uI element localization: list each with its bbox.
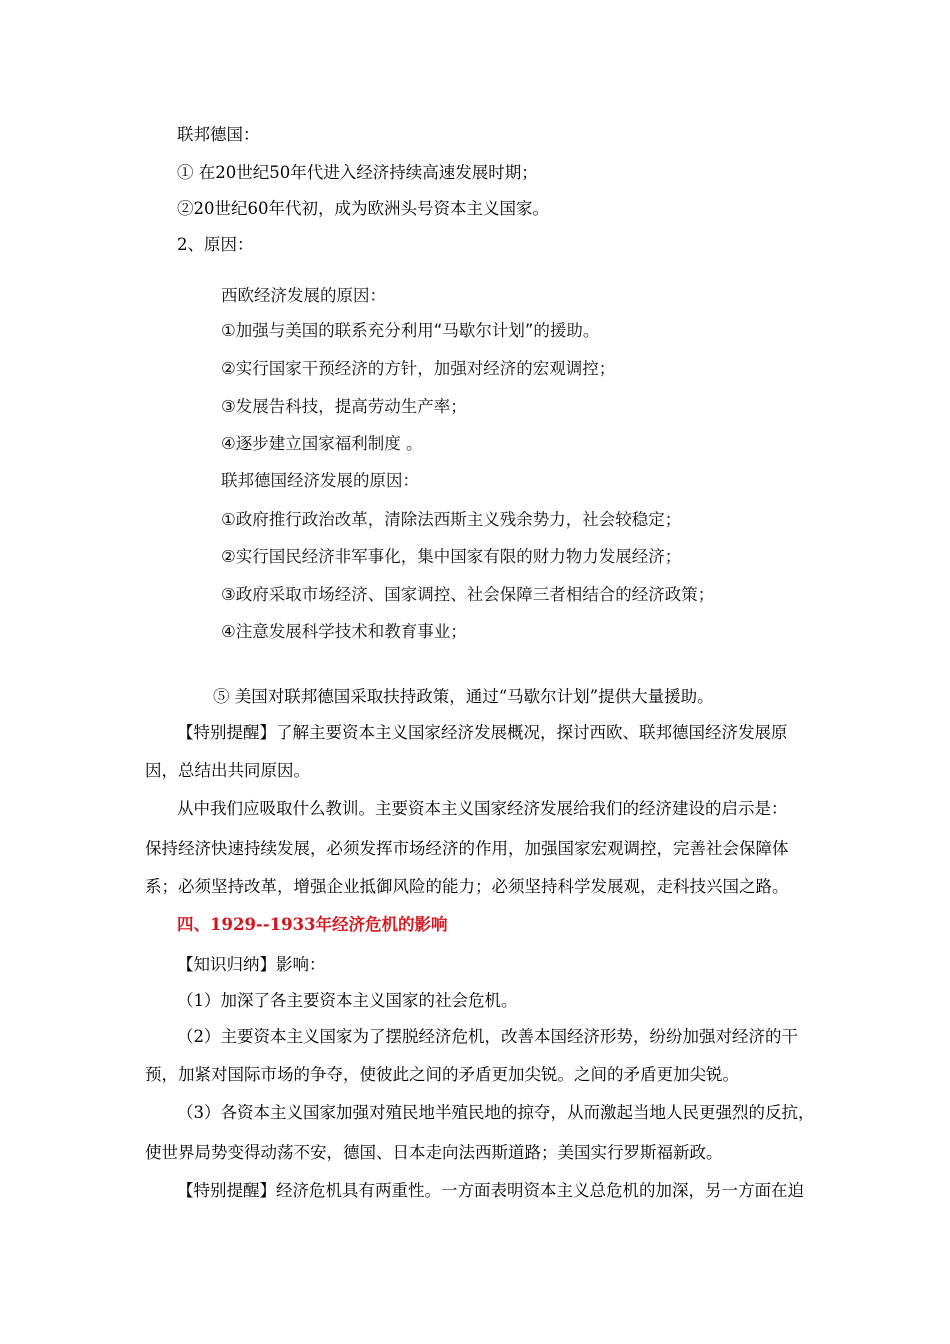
image-list-item: ③政府采取市场经济、国家调控、社会保障三者相结合的经济政策； bbox=[221, 585, 715, 604]
knowledge-label: 【知识归纳】影响： bbox=[177, 955, 326, 974]
list-item: ②20世纪60年代初，成为欧洲头号资本主义国家。 bbox=[177, 199, 549, 218]
body-paragraph: 系；必须坚持改革，增强企业抵御风险的能力；必须坚持科学发展观，走科技兴国之路。 bbox=[145, 877, 789, 896]
list-item: ① 在20世纪50年代进入经济持续高速发展时期； bbox=[177, 163, 538, 182]
image-list-item: ①加强与美国的联系充分利用“马歇尔计划”的援助。 bbox=[221, 321, 600, 340]
list-item: 预，加紧对国际市场的争夺，使彼此之间的矛盾更加尖锐。之间的矛盾更加尖锐。 bbox=[145, 1065, 739, 1084]
section-heading: 四、1929--1933年经济危机的影响 bbox=[177, 915, 448, 934]
list-item: （1）加深了各主要资本主义国家的社会危机。 bbox=[177, 991, 518, 1010]
list-item: （3）各资本主义国家加强对殖民地半殖民地的掠夺，从而激起当地人民更强烈的反抗， bbox=[177, 1103, 815, 1122]
body-paragraph: 保持经济快速持续发展，必须发挥市场经济的作用，加强国家宏观调控，完善社会保障体 bbox=[145, 839, 789, 858]
list-item: 使世界局势变得动荡不安，德国、日本走向法西斯道路；美国实行罗斯福新政。 bbox=[145, 1143, 723, 1162]
image-list-item: ②实行国民经济非军事化，集中国家有限的财力物力发展经济； bbox=[221, 547, 682, 566]
list-item: （2）主要资本主义国家为了摆脱经济危机，改善本国经济形势，纷纷加强对经济的干 bbox=[177, 1027, 798, 1046]
embedded-text-image bbox=[213, 275, 753, 645]
subsection-title: 联邦德国： bbox=[177, 125, 260, 144]
list-item: ⑤ 美国对联邦德国采取扶持政策，通过“马歇尔计划”提供大量援助。 bbox=[213, 687, 714, 706]
image-list-item: ④逐步建立国家福利制度 。 bbox=[221, 434, 423, 453]
image-heading: 联邦德国经济发展的原因： bbox=[221, 471, 419, 490]
image-list-item: ①政府推行政治改革，清除法西斯主义残余势力，社会较稳定； bbox=[221, 510, 682, 529]
image-heading: 西欧经济发展的原因： bbox=[221, 286, 386, 305]
tip-paragraph: 【特别提醒】了解主要资本主义国家经济发展概况，探讨西欧、联邦德国经济发展原 bbox=[177, 723, 788, 742]
image-list-item: ③发展告科技，提高劳动生产率； bbox=[221, 397, 467, 416]
image-list-item: ④注意发展科学技术和教育事业； bbox=[221, 622, 467, 641]
body-paragraph: 从中我们应吸取什么教训。主要资本主义国家经济发展给我们的经济建设的启示是： bbox=[177, 799, 788, 818]
subsection-title: 2、原因： bbox=[177, 235, 254, 254]
tip-paragraph: 【特别提醒】经济危机具有两重性。一方面表明资本主义总危机的加深，另一方面在迫 bbox=[177, 1181, 804, 1200]
tip-paragraph: 因，总结出共同原因。 bbox=[145, 761, 310, 780]
image-list-item: ②实行国家干预经济的方针，加强对经济的宏观调控； bbox=[221, 359, 616, 378]
